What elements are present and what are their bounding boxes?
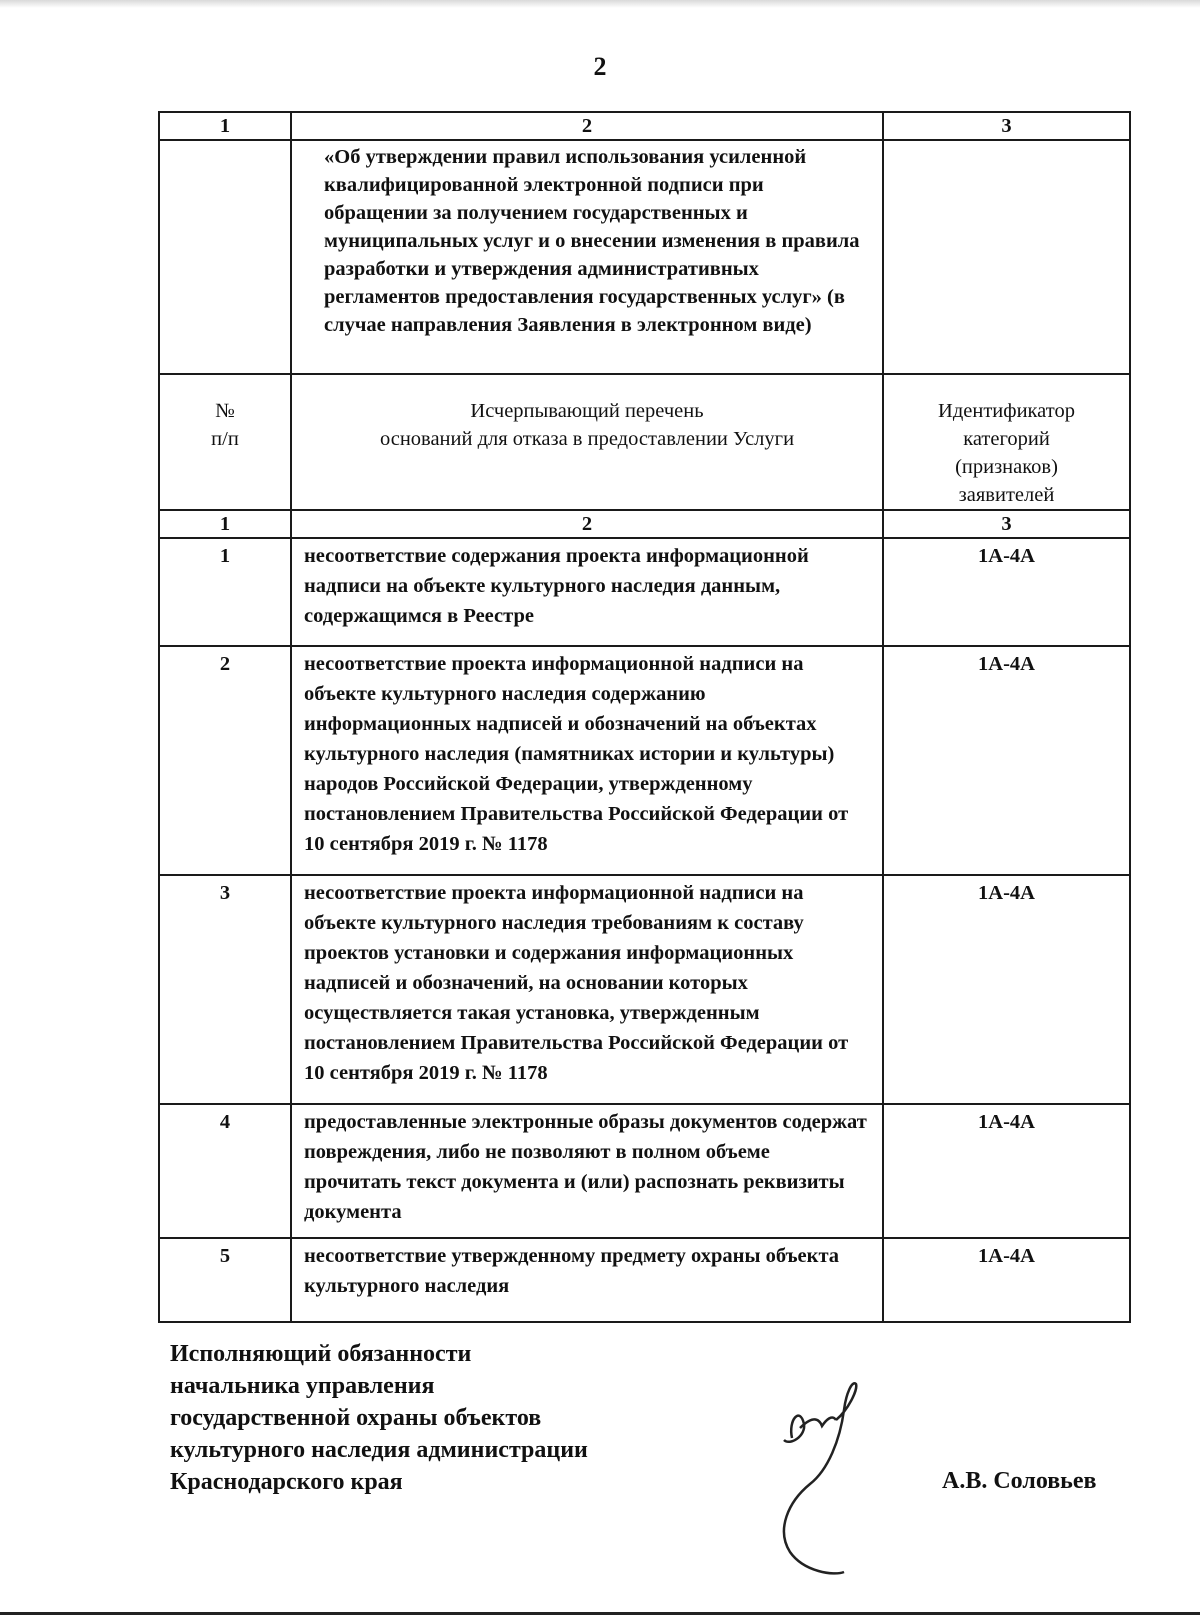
signatory-position (170, 1338, 588, 1498)
column-number-cell: 3 (883, 112, 1130, 140)
row-number: 3 (159, 875, 291, 1104)
table-row (159, 1104, 1130, 1238)
signer-name: А.В. Соловьев (942, 1468, 1097, 1494)
scan-top-edge (0, 0, 1200, 8)
row-number: 1 (159, 538, 291, 646)
header-reasons: Исчерпывающий перечень оснований для отказа в предоставлении Услуги (291, 374, 883, 510)
table-row (159, 538, 1130, 646)
column-numbers-row (159, 112, 1130, 140)
continuation-text: «Об утверждении правил использования усиленной квалифицированной электронной подписи при обращении за получением государственных и муниципальных услуг и о внесении изменения в правила разработки и утверждения административных регламентов предоставления государственных услуг» (в случае направления Заявления в электронном виде) (324, 146, 860, 336)
row-number: 2 (159, 646, 291, 875)
row-text: несоответствие утвержденному предмету охраны объекта культурного наследия (291, 1238, 883, 1322)
row-text: несоответствие содержания проекта информационной надписи на объекте культурного наследия данным, содержащимся в Реестре (291, 538, 883, 646)
row-number: 5 (159, 1238, 291, 1322)
row-text: несоответствие проекта информационной надписи на объекте культурного наследия содержанию информационных надписей и обозначений на объектах культурного наследия (памятниках истории и культуры) народов Российской Федерации, утвержденному постановлением Правительства Российской Федерации от 10 сентября 2019 г. № 1178 (291, 646, 883, 875)
scan-bottom-edge (0, 1612, 1200, 1615)
column-number-cell: 3 (883, 510, 1130, 538)
column-numbers-row (159, 510, 1130, 538)
signatory-position-line: культурного наследия администрации (170, 1437, 588, 1463)
column-number-cell: 1 (159, 510, 291, 538)
header-identifier: Идентификатор категорий (признаков) заявителей (883, 374, 1130, 510)
column-number-cell: 2 (291, 510, 883, 538)
page-number: 2 (593, 52, 607, 81)
refusal-grounds-table (158, 111, 1131, 1323)
row-code: 1А-4А (883, 1238, 1130, 1322)
row-code: 1А-4А (883, 538, 1130, 646)
signatory-position-line: Краснодарского края (170, 1469, 403, 1495)
row-text: предоставленные электронные образы документов содержат повреждения, либо не позволяют в полном объеме прочитать текст документа и (или) распознать реквизиты документа (291, 1104, 883, 1238)
continuation-row (159, 140, 1130, 374)
table-row (159, 875, 1130, 1104)
column-number-cell: 1 (159, 112, 291, 140)
row-number: 4 (159, 1104, 291, 1238)
signatory-position-line: государственной охраны объектов (170, 1405, 542, 1431)
row-text: несоответствие проекта информационной надписи на объекте культурного наследия требованиям к составу проектов установки и содержания информационных надписей и обозначений, на основании которых осуществляется такая установка, утвержденным постановлением Правительства Российской Федерации от 10 сентября 2019 г. № 1178 (291, 875, 883, 1104)
signatory-position-line: Исполняющий обязанности (170, 1341, 472, 1367)
signatory-position-line: начальника управления (170, 1373, 435, 1399)
header-row (159, 374, 1130, 510)
header-number: № п/п (159, 374, 291, 510)
row-code: 1А-4А (883, 1104, 1130, 1238)
column-number-cell: 2 (291, 112, 883, 140)
row-code: 1А-4А (883, 646, 1130, 875)
table-row (159, 1238, 1130, 1322)
table-row (159, 646, 1130, 875)
row-code: 1А-4А (883, 875, 1130, 1104)
handwritten-signature (770, 1380, 910, 1580)
